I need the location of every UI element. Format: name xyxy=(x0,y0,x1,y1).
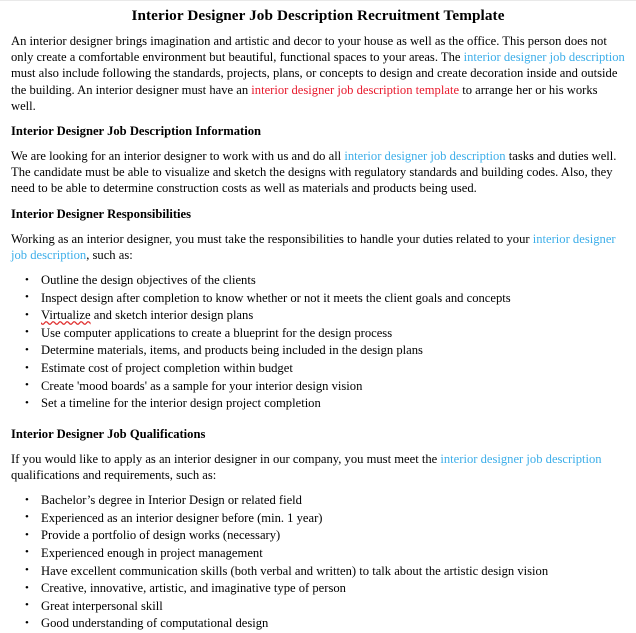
list-item-label: Bachelor’s degree in Interior Design or related field xyxy=(41,493,302,508)
list-item xyxy=(41,563,625,581)
information-text-part-2: tasks and duties well. The candidate must be able to visualize and sketch the designs with regulatory standards and building codes. Also, they need to be able to determine construction costs as well as materials and products being used. xyxy=(11,149,617,196)
intro-link-red[interactable]: interior designer job description template xyxy=(251,82,460,97)
list-item-label: Creative, innovative, artistic, and imaginative type of person xyxy=(41,581,346,596)
list-item-label: Outline the design objectives of the clients xyxy=(41,273,256,288)
page-title: Interior Designer Job Description Recruitment Template xyxy=(131,7,505,24)
intro-paragraph xyxy=(11,33,625,114)
list-item xyxy=(41,615,625,633)
list-item-label: Have excellent communication skills (both verbal and written) to talk about the artistic design vision xyxy=(41,563,549,578)
list-item xyxy=(41,492,625,510)
list-item xyxy=(41,395,625,413)
intro-text-part-3: to arrange her or his works well. xyxy=(11,82,598,113)
qualifications-paragraph xyxy=(11,451,625,483)
section-heading-information: Interior Designer Job Description Information xyxy=(11,124,261,139)
list-item-label: Use computer applications to create a blueprint for the design process xyxy=(41,325,393,340)
list-item xyxy=(41,307,625,325)
intro-link-blue[interactable]: interior designer job description xyxy=(463,50,625,65)
list-item-label: Create 'mood boards' as a sample for your interior design vision xyxy=(41,378,363,393)
list-item xyxy=(41,598,625,616)
qualifications-text-part-2: qualifications and requirements, such as: xyxy=(11,467,217,482)
list-item-label: Inspect design after completion to know whether or not it meets the client goals and concepts xyxy=(41,290,511,305)
list-item xyxy=(41,272,625,290)
list-item xyxy=(41,545,625,563)
list-item-label: Estimate cost of project completion within budget xyxy=(41,361,293,375)
list-item-label: and sketch interior design plans xyxy=(90,308,254,323)
responsibilities-text-part-2: , such as: xyxy=(86,247,133,262)
information-text-part-1: We are looking for an interior designer to work with us and do all xyxy=(11,149,345,164)
list-item xyxy=(41,510,625,528)
responsibilities-text-part-1: Working as an interior designer, you must take the responsibilities to handle your duties related to your xyxy=(11,231,533,246)
list-item-label: Provide a portfolio of design works (necessary) xyxy=(41,528,281,543)
list-item-label: Good understanding of computational design xyxy=(41,616,269,631)
list-item-label: Experienced enough in project management xyxy=(41,545,263,560)
responsibilities-paragraph xyxy=(11,231,625,263)
list-item-label: Set a timeline for the interior design project completion xyxy=(41,396,321,411)
section-heading-qualifications: Interior Designer Job Qualifications xyxy=(11,426,206,441)
list-item xyxy=(41,360,625,378)
intro-text-part-1: An interior designer brings imagination and artistic and decor to your house as well as the office. This person does not only create a comfortable environment but beautiful, functional spaces to your areas. The xyxy=(11,34,607,65)
information-paragraph xyxy=(11,148,625,197)
list-item xyxy=(41,527,625,545)
qualifications-list xyxy=(11,492,625,633)
list-item xyxy=(41,325,625,343)
list-item xyxy=(41,580,625,598)
section-heading-responsibilities: Interior Designer Responsibilities xyxy=(11,206,192,221)
list-item-label: Great interpersonal skill xyxy=(41,598,163,613)
qualifications-link-blue[interactable]: interior designer job description xyxy=(440,451,602,466)
list-item-label: Experienced as an interior designer before (min. 1 year) xyxy=(41,510,323,525)
responsibilities-list xyxy=(11,272,625,413)
list-item xyxy=(41,290,625,308)
qualifications-text-part-1: If you would like to apply as an interior designer in our company, you must meet the xyxy=(11,451,441,466)
information-link-blue[interactable]: interior designer job description xyxy=(344,149,506,164)
responsibilities-link-blue[interactable]: interior designer job description xyxy=(11,231,616,262)
list-item xyxy=(41,378,625,396)
misspelled-word: Virtualize xyxy=(41,308,91,323)
intro-text-part-2: must also include following the standards, projects, plans, or concepts to design and create decoration inside and outside the building. An interior designer must have an xyxy=(11,66,618,97)
list-item xyxy=(41,342,625,360)
list-item-label: Determine materials, items, and products being included in the design plans xyxy=(41,343,423,358)
